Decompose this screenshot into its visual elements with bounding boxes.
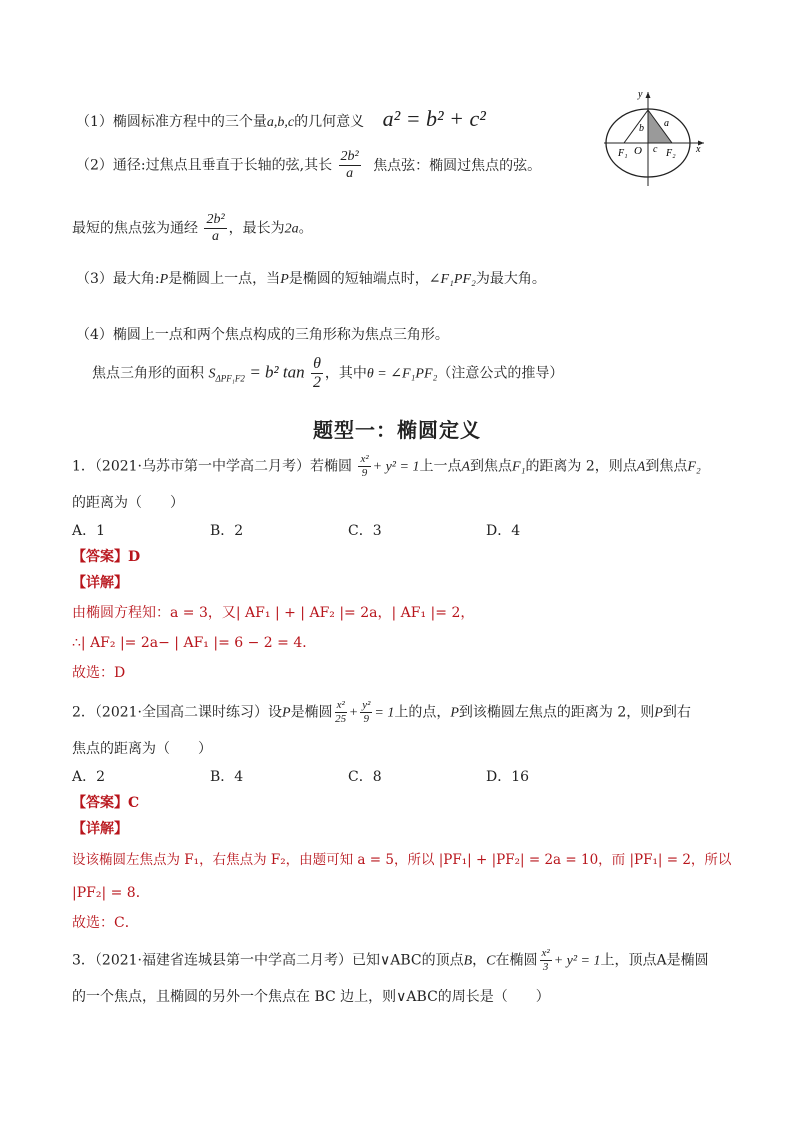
note-2b <box>72 213 313 244</box>
q1-detail-label: 【详解】 <box>72 575 128 591</box>
q3-suffix: 上，顶点A是椭圆 <box>600 952 709 969</box>
note-2b-prefix: 最短的焦点弦为通经 <box>72 220 198 237</box>
note-1-vars: a,b,c <box>266 115 295 130</box>
q1-frac-num: x² <box>360 453 369 465</box>
q1-answer: 【答案】D <box>72 549 141 565</box>
note-3-p: P <box>159 272 169 287</box>
note-5-frac-den: 2 <box>312 374 321 391</box>
q2-frac2-num: y² <box>362 699 371 711</box>
q1-fraction <box>358 454 370 479</box>
note-2-fraction <box>339 150 361 181</box>
note-3 <box>76 268 546 288</box>
q1-stem-line2: 的距离为（ ） <box>72 495 184 511</box>
q3-c: C <box>486 953 496 969</box>
label-f1: F₁ <box>618 148 628 159</box>
note-5-fraction <box>311 356 323 391</box>
q2-choose: 故选：C． <box>72 915 139 931</box>
q3-mid: 在椭圆 <box>495 952 538 969</box>
ellipse-diagram <box>600 86 712 190</box>
q1-a2: A <box>636 459 646 475</box>
q1-option-b: B．2 <box>210 523 244 539</box>
q3-comma: ， <box>472 952 487 969</box>
q3-frac-num: x² <box>541 947 550 959</box>
q3-prefix: 3．（2021·福建省连城县第一中学高二月考）已知∨ABC的顶点 <box>72 952 464 969</box>
q2-option-d: D．16 <box>486 769 530 785</box>
note-5-prefix: 焦点三角形的面积 <box>92 365 204 382</box>
q2-p: P <box>282 705 291 721</box>
q3-b: B <box>463 953 473 969</box>
note-2b-value: 2a <box>284 221 299 237</box>
note-1-prefix: （1）椭圆标准方程中的三个量 <box>76 114 267 130</box>
q1-suffix: 上一点 <box>419 458 462 475</box>
note-5-mid: ，其中 <box>324 365 367 382</box>
note-3-prefix: （3）最大角: <box>76 271 160 287</box>
label-y: y <box>638 89 643 100</box>
note-3-p2: P <box>280 272 289 287</box>
q2-option-a: A．2 <box>72 769 106 785</box>
q1-f1: F₁ <box>512 459 526 475</box>
q2-solution-1: 设该椭圆左焦点为 F₁，右焦点为 F₂，由题可知 a = 5，所以 |PF₁| + |PF₂| = 2a = 10，而 |PF₁| = 2，所以 <box>72 852 732 868</box>
note-3-suffix: 为最大角。 <box>475 271 546 287</box>
note-5 <box>92 356 563 391</box>
q3-frac-den: 3 <box>542 961 549 973</box>
q3-stem-line1 <box>72 948 709 973</box>
note-2b-suffix: ，最长为 <box>228 220 285 237</box>
q1-choose: 故选：D <box>72 665 126 681</box>
q2-stem-line1 <box>72 700 691 725</box>
q2-p3: P <box>654 705 663 721</box>
q2-stem-line2: 焦点的距离为（ ） <box>72 741 212 757</box>
q1-eq: + y² = 1 <box>372 459 420 475</box>
note-3-mid1: 是椭圆上一点，当 <box>168 271 281 287</box>
q1-f2: F₂ <box>687 459 701 475</box>
q2-plus: + <box>348 705 359 721</box>
label-a: a <box>664 118 669 129</box>
q2-p2: P <box>450 705 459 721</box>
q3-stem-line2: 的一个焦点，且椭圆的另外一个焦点在 BC 边上，则∨ABC的周长是（ ） <box>72 989 550 1005</box>
note-2b-frac-den: a <box>212 229 220 244</box>
q1-mid2: 的距离为 2，则点 <box>525 458 637 475</box>
label-x: x <box>696 144 701 155</box>
q1-solution-1: 由椭圆方程知：a = 3，又| AF₁ | + | AF₂ |= 2a，| AF₁ |= 2， <box>72 605 475 621</box>
label-o: O <box>634 145 642 157</box>
q2-detail-label: 【详解】 <box>72 821 128 837</box>
note-1-suffix: 的几何意义 <box>294 114 365 130</box>
q1-option-c: C．3 <box>348 523 382 539</box>
q2-frac1-num: x² <box>336 699 345 711</box>
q2-frac1-den: 25 <box>335 713 347 725</box>
note-2b-end: 。 <box>298 220 313 237</box>
q1-mid: 到焦点 <box>470 458 513 475</box>
note-2-prefix: （2）通径:过焦点且垂直于长轴的弦,其长 <box>76 157 333 174</box>
q1-stem-line1 <box>72 454 701 479</box>
q2-answer: 【答案】C <box>72 795 140 811</box>
q2-eq: = 1 <box>374 705 395 721</box>
note-5-theta: θ = ∠F₁PF₂ <box>366 366 438 382</box>
note-5-s: S <box>208 366 216 382</box>
q2-fraction-2 <box>360 700 372 725</box>
q3-fraction <box>540 948 552 973</box>
note-5-s-sub: ΔPF₁F2 <box>215 373 245 384</box>
note-2-frac-num: 2b² <box>340 149 359 164</box>
note-2-frac-den: a <box>346 166 354 181</box>
y-axis-arrow <box>646 92 651 98</box>
note-4: （4）椭圆上一点和两个焦点构成的三角形称为焦点三角形。 <box>76 327 449 343</box>
note-2 <box>76 150 541 181</box>
note-3-angle: ∠F₁PF₂ <box>428 272 476 287</box>
q1-mid3: 到焦点 <box>645 458 688 475</box>
note-5-frac-num: θ <box>313 355 321 372</box>
note-3-mid2: 是椭圆的短轴端点时， <box>288 271 429 287</box>
q1-solution-2: ∴| AF₂ |= 2a− | AF₁ |= 6 − 2 = 4． <box>72 635 317 651</box>
q1-option-d: D．4 <box>486 523 521 539</box>
note-5-suffix: （注意公式的推导） <box>437 365 564 382</box>
label-f2: F₂ <box>666 148 676 159</box>
label-b: b <box>639 123 644 134</box>
label-c: c <box>653 144 658 155</box>
q2-suffix: 到该椭圆左焦点的距离为 2，则 <box>458 704 655 721</box>
q1-prefix: 1．（2021·乌苏市第一中学高二月考）若椭圆 <box>72 458 352 475</box>
segment-pf1 <box>624 110 648 143</box>
q1-option-a: A．1 <box>72 523 106 539</box>
q1-a: A <box>461 459 471 475</box>
q1-frac-den: 9 <box>361 467 368 479</box>
q2-frac2-den: 9 <box>363 713 370 725</box>
section-title: 题型一：椭圆定义 <box>313 418 481 442</box>
note-2b-frac-num: 2b² <box>206 212 225 227</box>
q2-solution-2: |PF₂| = 8． <box>72 885 150 901</box>
q2-mid2: 上的点， <box>394 704 451 721</box>
q3-eq: + y² = 1 <box>553 953 601 969</box>
q2-option-c: C．8 <box>348 769 382 785</box>
q2-mid: 是椭圆 <box>290 704 333 721</box>
q2-end: 到右 <box>662 704 691 721</box>
note-5-eq: = b² tan <box>249 362 305 382</box>
q2-fraction-1 <box>335 700 347 725</box>
note-1 <box>76 106 486 132</box>
q2-prefix: 2．（2021·全国高二课时练习）设 <box>72 704 282 721</box>
q2-option-b: B．4 <box>210 769 244 785</box>
note-1-formula: a² = b² + c² <box>382 106 486 131</box>
note-2-suffix: 焦点弦：椭圆过焦点的弦。 <box>373 157 542 174</box>
note-2b-fraction <box>204 213 226 244</box>
